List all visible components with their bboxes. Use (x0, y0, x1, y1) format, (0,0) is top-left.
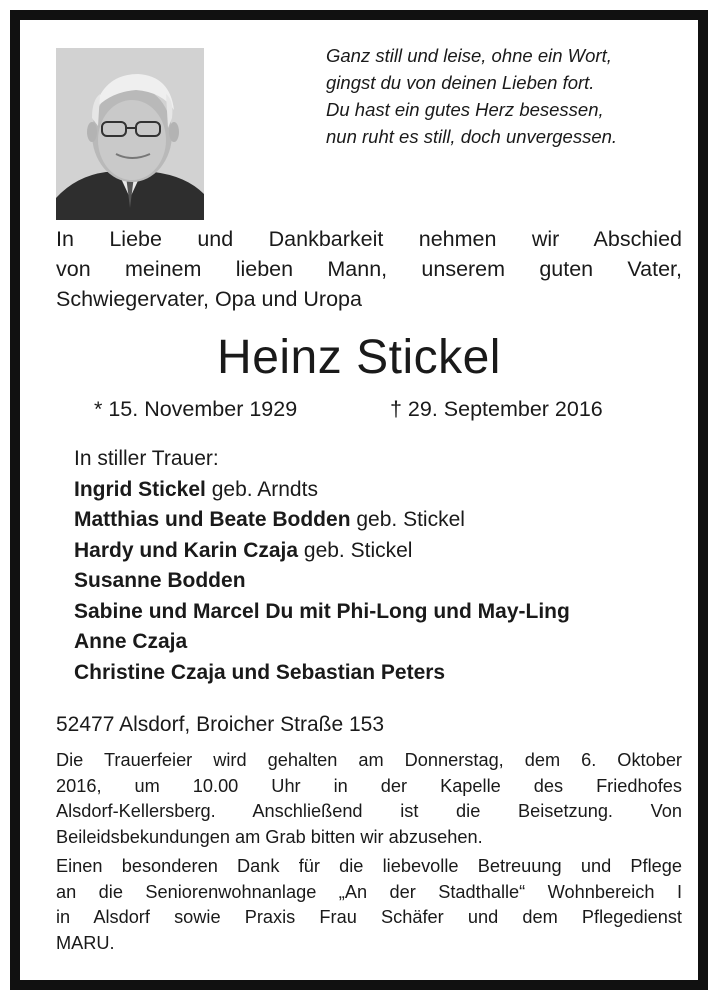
mourner-entry (74, 475, 694, 506)
thanks-line: Einen besonderen Dank für die liebevolle Betreuung und Pflege (56, 856, 682, 876)
poem-line: Du hast ein gutes Herz besessen, (326, 99, 604, 120)
death-date: † 29. September 2016 (390, 397, 603, 421)
birth-date: * 15. November 1929 (94, 397, 298, 421)
mourner-entry (74, 597, 694, 628)
intro-line: von meinem lieben Mann, unserem guten Vater, (56, 257, 682, 281)
funeral-details (56, 748, 682, 850)
intro-line: Schwiegervater, Opa und Uropa (56, 287, 362, 311)
intro-line: In Liebe und Dankbarkeit nehmen wir Abschied (56, 227, 682, 251)
mourner-entry (74, 536, 694, 567)
mourner-name: Anne Czaja (74, 630, 188, 653)
deceased-name: Heinz Stickel (217, 331, 501, 384)
funeral-line: Beileidsbekundungen am Grab bitten wir abzusehen. (56, 826, 483, 847)
mourner-entry (74, 505, 694, 536)
poem-line: nun ruht es still, doch unvergessen. (326, 126, 618, 147)
memorial-poem (326, 42, 686, 150)
poem-line: gingst du von deinen Lieben fort. (326, 72, 595, 93)
thanks-line: in Alsdorf sowie Praxis Frau Schäfer und dem Pflegedienst (56, 907, 682, 927)
mourner-name: Christine Czaja und Sebastian Peters (74, 660, 446, 684)
mourner-name: Hardy und Karin Czaja (74, 538, 299, 562)
mourner-name: Matthias und Beate Bodden (74, 508, 351, 531)
thanks-line: an die Seniorenwohnanlage „An der Stadthalle“ Wohnbereich I (56, 881, 682, 902)
funeral-line: Alsdorf-Kellersberg. Anschließend ist die Beisetzung. Von (56, 801, 682, 821)
thanks-line: MARU. (56, 932, 115, 953)
portrait-illustration (56, 48, 204, 220)
obituary-frame (10, 10, 708, 990)
mourner-name: Ingrid Stickel (74, 477, 206, 501)
mourners-heading: In stiller Trauer: (74, 447, 219, 470)
funeral-line: 2016, um 10.00 Uhr in der Kapelle des Friedhofes (56, 775, 682, 796)
mourner-name: Sabine und Marcel Du mit Phi-Long und May-Ling (74, 599, 570, 623)
mourner-entry (74, 658, 694, 689)
portrait-photo (56, 48, 204, 220)
mourners-list (74, 444, 694, 688)
mourner-note: geb. Stickel (298, 538, 413, 562)
mourner-entry (74, 566, 694, 597)
family-address: 52477 Alsdorf, Broicher Straße 153 (56, 713, 385, 736)
intro-text (56, 224, 682, 314)
poem-line: Ganz still und leise, ohne ein Wort, (326, 45, 612, 66)
mourner-name: Susanne Bodden (74, 569, 246, 592)
mourner-note: geb. Arndts (205, 477, 318, 501)
funeral-line: Die Trauerfeier wird gehalten am Donnerstag, dem 6. Oktober (56, 750, 682, 770)
mourner-note: geb. Stickel (350, 508, 465, 531)
mourner-entry (74, 627, 694, 658)
thanks-text (56, 854, 682, 956)
